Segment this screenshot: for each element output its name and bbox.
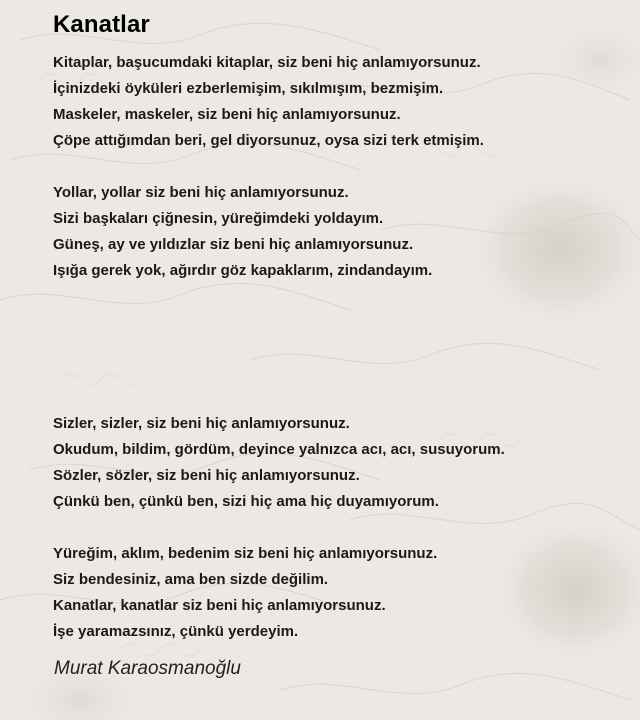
poem-author: Murat Karaosmanoğlu	[54, 658, 241, 679]
poem-line: Maskeler, maskeler, siz beni hiç anlamıyorsunuz.	[53, 106, 401, 123]
poem-line: Yollar, yollar siz beni hiç anlamıyorsunuz.	[53, 184, 349, 201]
poem-line: İşe yaramazsınız, çünkü yerdeyim.	[53, 623, 299, 640]
poem-line: Sizi başkaları çiğnesin, yüreğimdeki yoldayım.	[53, 210, 384, 227]
poem-line: Sözler, sözler, siz beni hiç anlamıyorsunuz.	[53, 467, 360, 484]
poem-line: Güneş, ay ve yıldızlar siz beni hiç anlamıyorsunuz.	[53, 236, 414, 253]
poem-line: Sizler, sizler, siz beni hiç anlamıyorsunuz.	[53, 415, 350, 432]
poem-line: İçinizdeki öyküleri ezberlemişim, sıkılmışım, bezmişim.	[53, 80, 444, 97]
stanza-4	[53, 541, 437, 645]
stanza-1	[53, 50, 484, 154]
poem-line: Kanatlar, kanatlar siz beni hiç anlamıyorsunuz.	[53, 597, 386, 614]
poem-line: Siz bendesiniz, ama ben sizde değilim.	[53, 571, 329, 588]
poem-line: Kitaplar, başucumdaki kitaplar, siz beni hiç anlamıyorsunuz.	[53, 54, 481, 71]
poem-line: Okudum, bildim, gördüm, deyince yalnızca acı, acı, susuyorum.	[53, 441, 505, 458]
poem-line: Işığa gerek yok, ağırdır göz kapaklarım, zindandayım.	[53, 262, 433, 279]
poem-line: Yüreğim, aklım, bedenim siz beni hiç anlamıyorsunuz.	[53, 545, 438, 562]
poem-title: Kanatlar	[53, 11, 150, 38]
poem-line: Çöpe attığımdan beri, gel diyorsunuz, oysa sizi terk etmişim.	[53, 132, 484, 149]
stanza-3	[53, 411, 505, 515]
poem-line: Çünkü ben, çünkü ben, sizi hiç ama hiç duyamıyorum.	[53, 493, 439, 510]
stanza-2	[53, 180, 432, 284]
